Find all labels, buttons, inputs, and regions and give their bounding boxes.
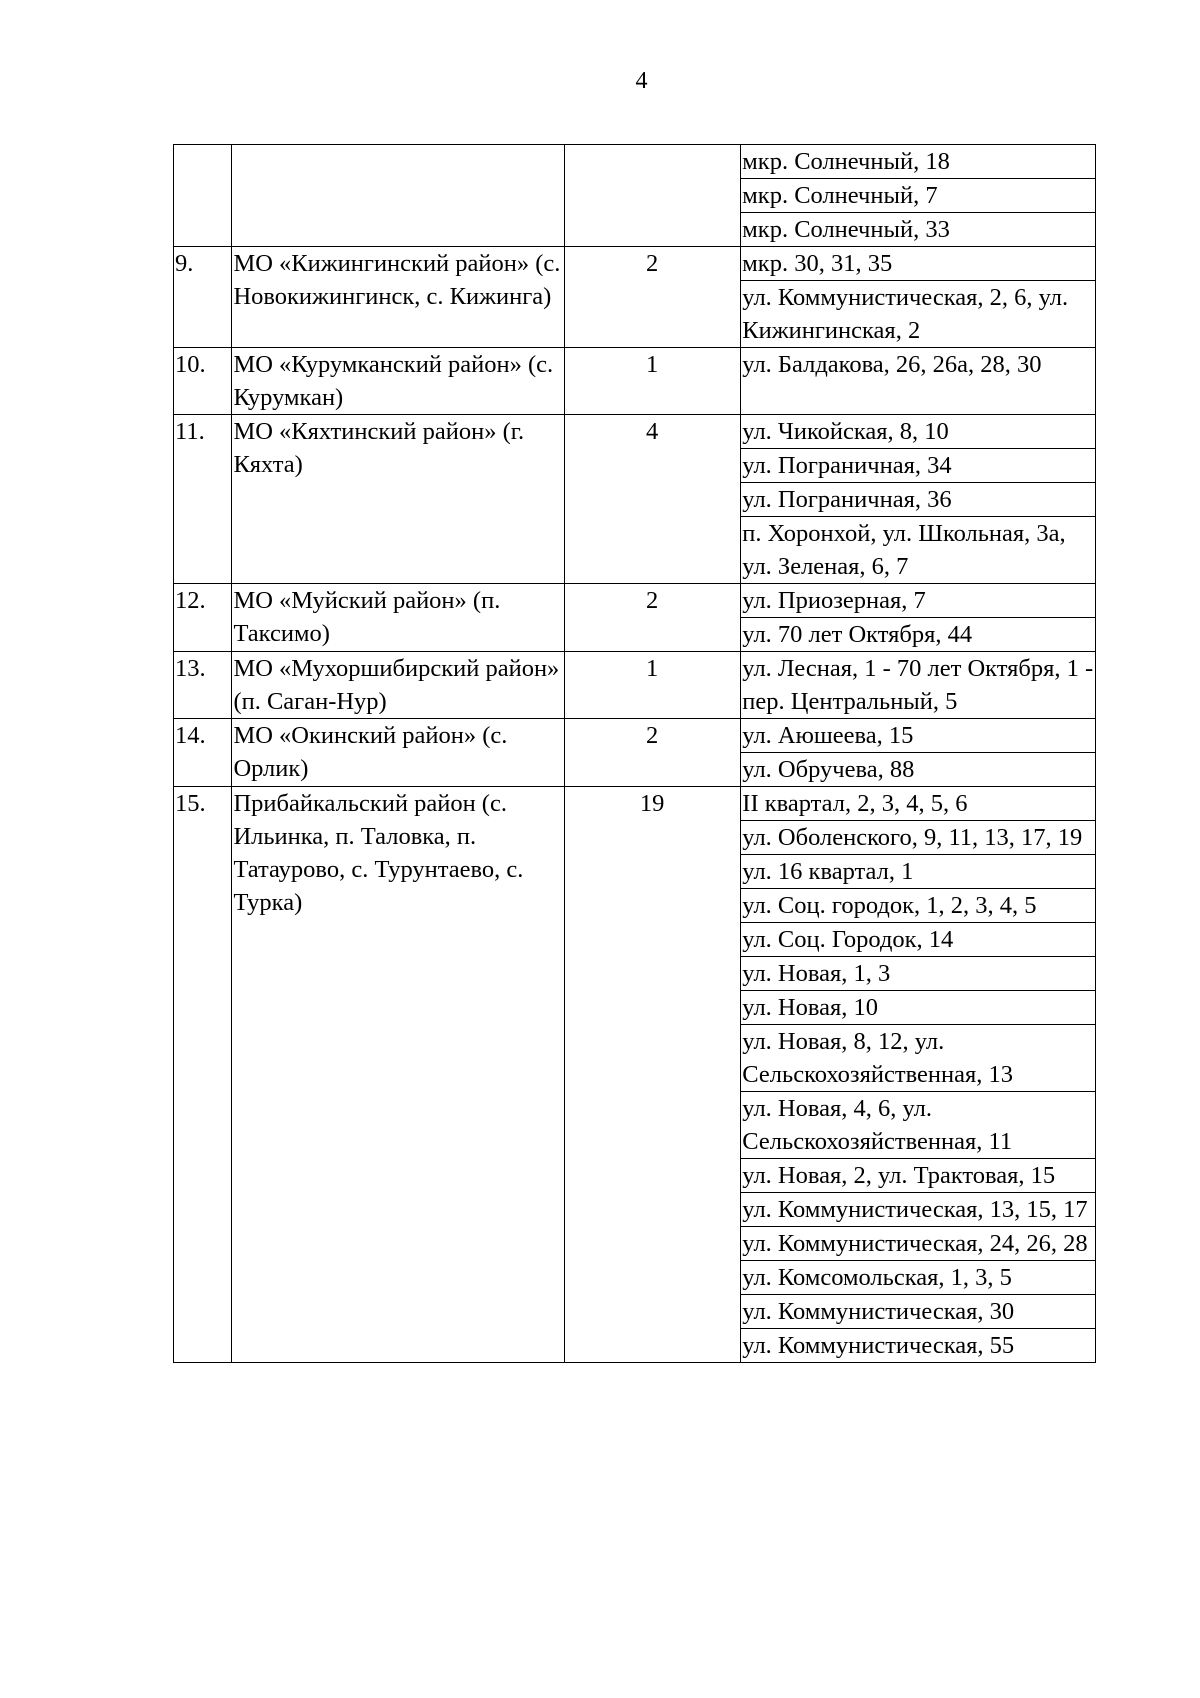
table-row <box>174 584 1096 652</box>
address-cell <box>741 787 1096 1363</box>
address-item: ул. Оболенского, 9, 11, 13, 17, 19 <box>741 820 1095 854</box>
address-item: ул. Пограничная, 34 <box>741 448 1095 482</box>
address-item: ул. Соц. Городок, 14 <box>741 922 1095 956</box>
address-item: ул. 16 квартал, 1 <box>741 854 1095 888</box>
address-item: ул. Балдакова, 26, 26а, 28, 30 <box>742 351 1042 378</box>
address-list <box>741 652 1095 718</box>
table-row <box>174 719 1096 787</box>
address-item: ул. Лесная, 1 - 70 лет Октября, 1 - пер. Центральный, 5 <box>742 655 1094 715</box>
address-cell <box>741 415 1096 584</box>
page-number: 4 <box>635 68 648 94</box>
row-number: 13. <box>174 652 232 719</box>
address-item: мкр. Солнечный, 33 <box>741 212 1095 246</box>
address-list <box>741 247 1095 347</box>
address-item: ул. Коммунистическая, 24, 26, 28 <box>741 1226 1095 1260</box>
address-item: ул. Пограничная, 36 <box>741 482 1095 516</box>
municipality-name: МО «Окинский район» (с. Орлик) <box>232 719 565 787</box>
municipality-name: МО «Мухоршибирский район» (п. Саган-Нур) <box>232 652 565 719</box>
address-item: ул. Аюшеева, 15 <box>742 722 914 749</box>
row-number: 11. <box>174 415 232 584</box>
address-item: ул. Новая, 1, 3 <box>741 956 1095 990</box>
address-cell <box>741 247 1096 348</box>
row-number: 12. <box>174 584 232 652</box>
building-count: 1 <box>564 348 740 415</box>
address-item: ул. Коммунистическая, 2, 6, ул. Кижингинская, 2 <box>741 280 1095 347</box>
address-item: ул. Обручева, 88 <box>741 752 1095 786</box>
row-number: 9. <box>174 247 232 348</box>
address-cell <box>741 719 1096 787</box>
row-number: 14. <box>174 719 232 787</box>
address-item: п. Хоронхой, ул. Школьная, 3а, ул. Зеленая, 6, 7 <box>741 516 1095 583</box>
address-item: ул. Новая, 2, ул. Трактовая, 15 <box>741 1158 1095 1192</box>
building-count: 4 <box>564 415 740 584</box>
address-item: мкр. Солнечный, 18 <box>742 148 950 175</box>
address-item: ул. Коммунистическая, 30 <box>741 1294 1095 1328</box>
address-cell <box>741 584 1096 652</box>
address-item: мкр. 30, 31, 35 <box>742 250 893 277</box>
address-item: ул. Новая, 10 <box>741 990 1095 1024</box>
building-count: 2 <box>564 584 740 652</box>
municipality-name: МО «Муйский район» (п. Таксимо) <box>232 584 565 652</box>
municipality-name: МО «Кяхтинский район» (г. Кяхта) <box>232 415 565 584</box>
building-count: 2 <box>564 719 740 787</box>
address-item: ул. Приозерная, 7 <box>742 587 926 614</box>
building-count: 2 <box>564 247 740 348</box>
table-row <box>174 415 1096 584</box>
address-cell <box>741 348 1096 415</box>
address-item: ул. Коммунистическая, 13, 15, 17 <box>741 1192 1095 1226</box>
table-row <box>174 787 1096 1363</box>
address-item: II квартал, 2, 3, 4, 5, 6 <box>742 790 968 817</box>
address-list <box>741 348 1095 381</box>
address-cell <box>741 145 1096 247</box>
address-list <box>741 787 1095 1362</box>
table-row <box>174 652 1096 719</box>
row-number: 15. <box>174 787 232 1363</box>
address-item: мкр. Солнечный, 7 <box>741 178 1095 212</box>
address-list <box>741 145 1095 246</box>
municipality-name: МО «Кижингинский район» (с. Новокижингинск, с. Кижинга) <box>232 247 565 348</box>
address-item: ул. Коммунистическая, 55 <box>741 1328 1095 1362</box>
address-list <box>741 584 1095 651</box>
table-row <box>174 145 1096 247</box>
districts-table <box>173 144 1096 1363</box>
municipality-name <box>232 145 565 247</box>
building-count: 19 <box>564 787 740 1363</box>
address-item: ул. 70 лет Октября, 44 <box>741 617 1095 651</box>
address-item: ул. Новая, 4, 6, ул. Сельскохозяйственная, 11 <box>741 1091 1095 1158</box>
municipality-name: МО «Курумканский район» (с. Курумкан) <box>232 348 565 415</box>
table-row <box>174 348 1096 415</box>
address-list <box>741 719 1095 786</box>
table-row <box>174 247 1096 348</box>
building-count <box>564 145 740 247</box>
row-number: 10. <box>174 348 232 415</box>
municipality-name: Прибайкальский район (с. Ильинка, п. Таловка, п. Татаурово, с. Турунтаево, с. Турка) <box>232 787 565 1363</box>
address-item: ул. Новая, 8, 12, ул. Сельскохозяйственная, 13 <box>741 1024 1095 1091</box>
building-count: 1 <box>564 652 740 719</box>
address-item: ул. Комсомольская, 1, 3, 5 <box>741 1260 1095 1294</box>
address-cell <box>741 652 1096 719</box>
table-body <box>174 145 1096 1363</box>
row-number <box>174 145 232 247</box>
address-list <box>741 415 1095 583</box>
address-item: ул. Чикойская, 8, 10 <box>742 418 949 445</box>
address-item: ул. Соц. городок, 1, 2, 3, 4, 5 <box>741 888 1095 922</box>
